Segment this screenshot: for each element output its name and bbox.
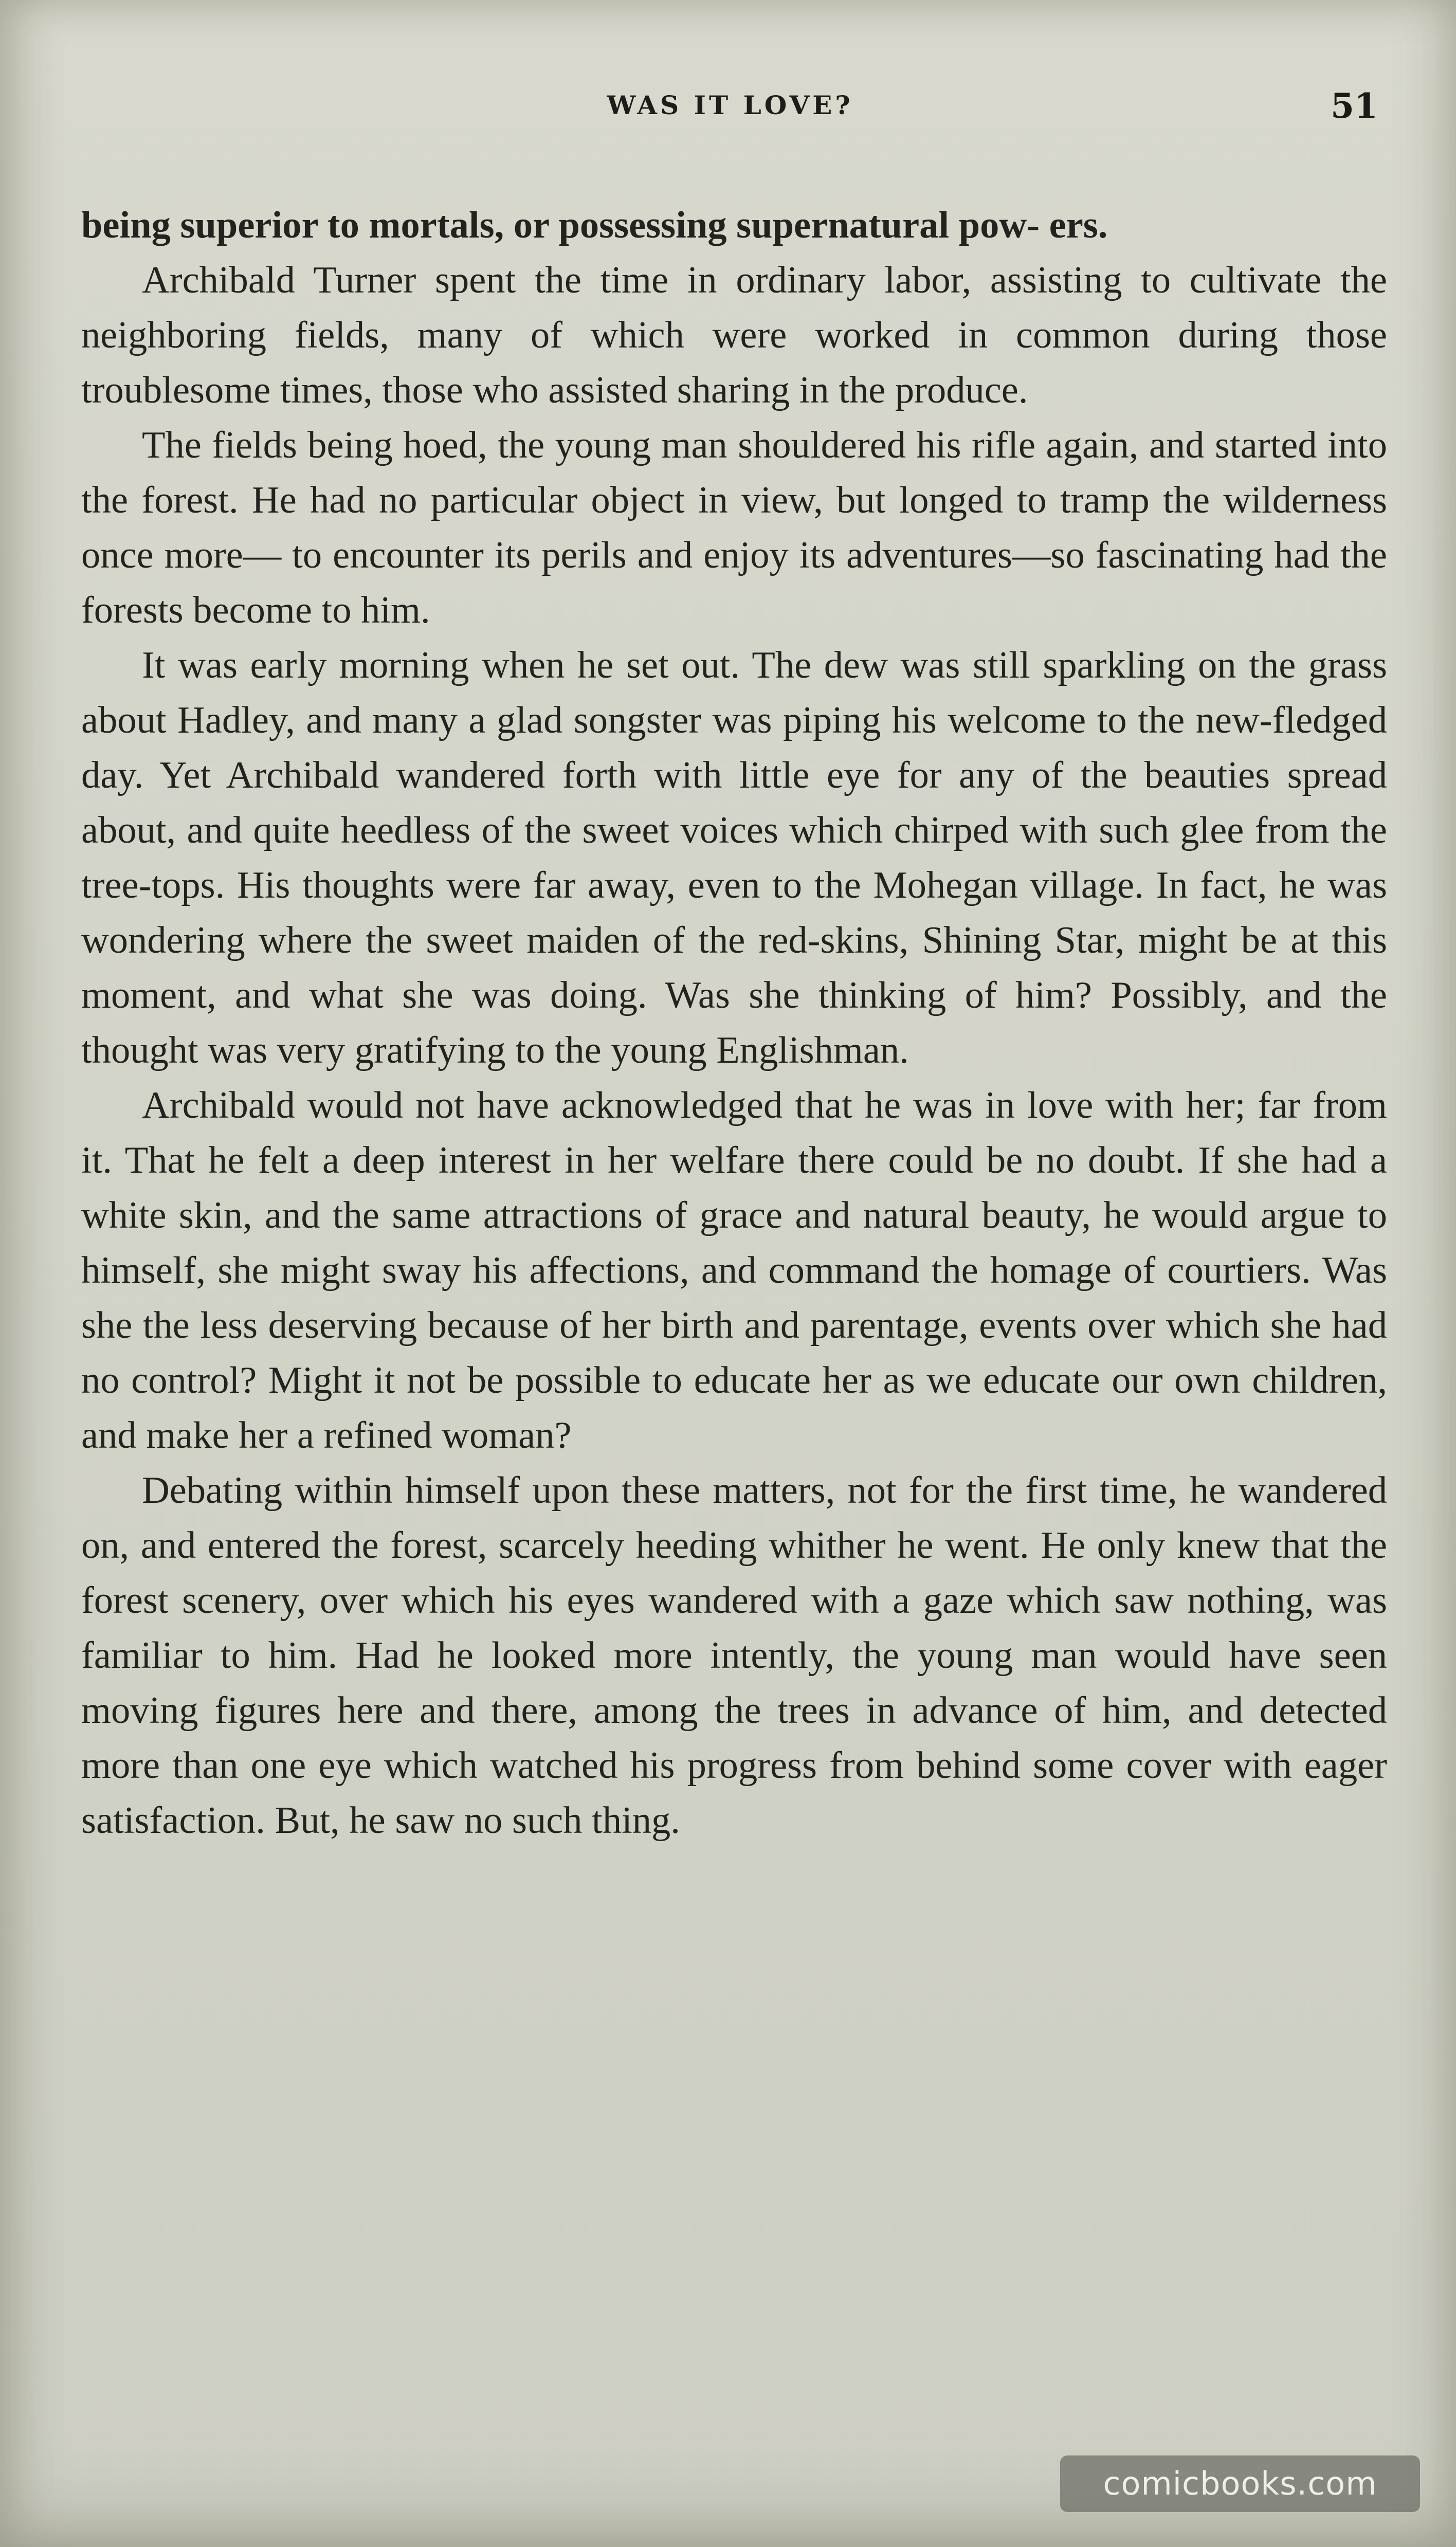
paragraph-2: Archibald Turner spent the time in ordinary labor, assisting to cultivate the neighboring fields, many of which were worked in common during those troublesome times, those who assisted sharing in the produce. — [81, 259, 1387, 411]
running-head: WAS IT LOVE? — [607, 90, 853, 120]
paragraph-4: It was early morning when he set out. The dew was still sparkling on the grass about Hadley, and many a glad songster was piping his welcome to the new-fledged day. Yet Archibald wandered forth with little eye for any of the beauties spread about, and quite heedless of the sweet voices which chirped with such glee from the tree-tops. His thoughts were far away, even to the Mohegan village. In fact, he was wondering where the sweet maiden of the red-skins, Shining Star, might be at this moment, and what she was doing. Was she thinking of him? Possibly, and the thought was very gratifying to the young Englishman. — [81, 644, 1387, 1071]
paragraph-6: Debating within himself upon these matters, not for the first time, he wandered on, and entered the forest, scarcely heeding whither he went. He only knew that the forest scenery, over which his eyes wandered with a gaze which saw nothing, was familiar to him. Had he looked more intently, the young man would have seen moving figures here and there, among the trees in advance of him, and detected more than one eye which watched his progress from behind some cover with eager satisfaction. But, he saw no such thing. — [81, 1469, 1387, 1842]
paragraph-3: The fields being hoed, the young man shouldered his rifle again, and started into the forest. He had no particular object in view, but longed to tramp the wilderness once more— to encounter its perils and enjoy its adventures—so fascinating had the forests become to him. — [81, 424, 1387, 631]
page-number: 51 — [1331, 86, 1378, 126]
body-text — [81, 198, 1387, 1848]
page-header — [82, 86, 1378, 152]
site-watermark: comicbooks.com — [1060, 2455, 1420, 2512]
paragraph-5: Archibald would not have acknowledged that he was in love with her; far from it. That he felt a deep interest in her welfare there could be no doubt. If she had a white skin, and the same attractions of grace and natural beauty, he would argue to himself, she might sway his affections, and command the homage of courtiers. Was she the less deserving because of her birth and parentage, events over which she had no control? Might it not be possible to educate her as we educate our own children, and make her a refined woman? — [81, 1084, 1387, 1457]
paragraph-1: being superior to mortals, or possessing supernatural pow- ers. — [81, 204, 1108, 246]
